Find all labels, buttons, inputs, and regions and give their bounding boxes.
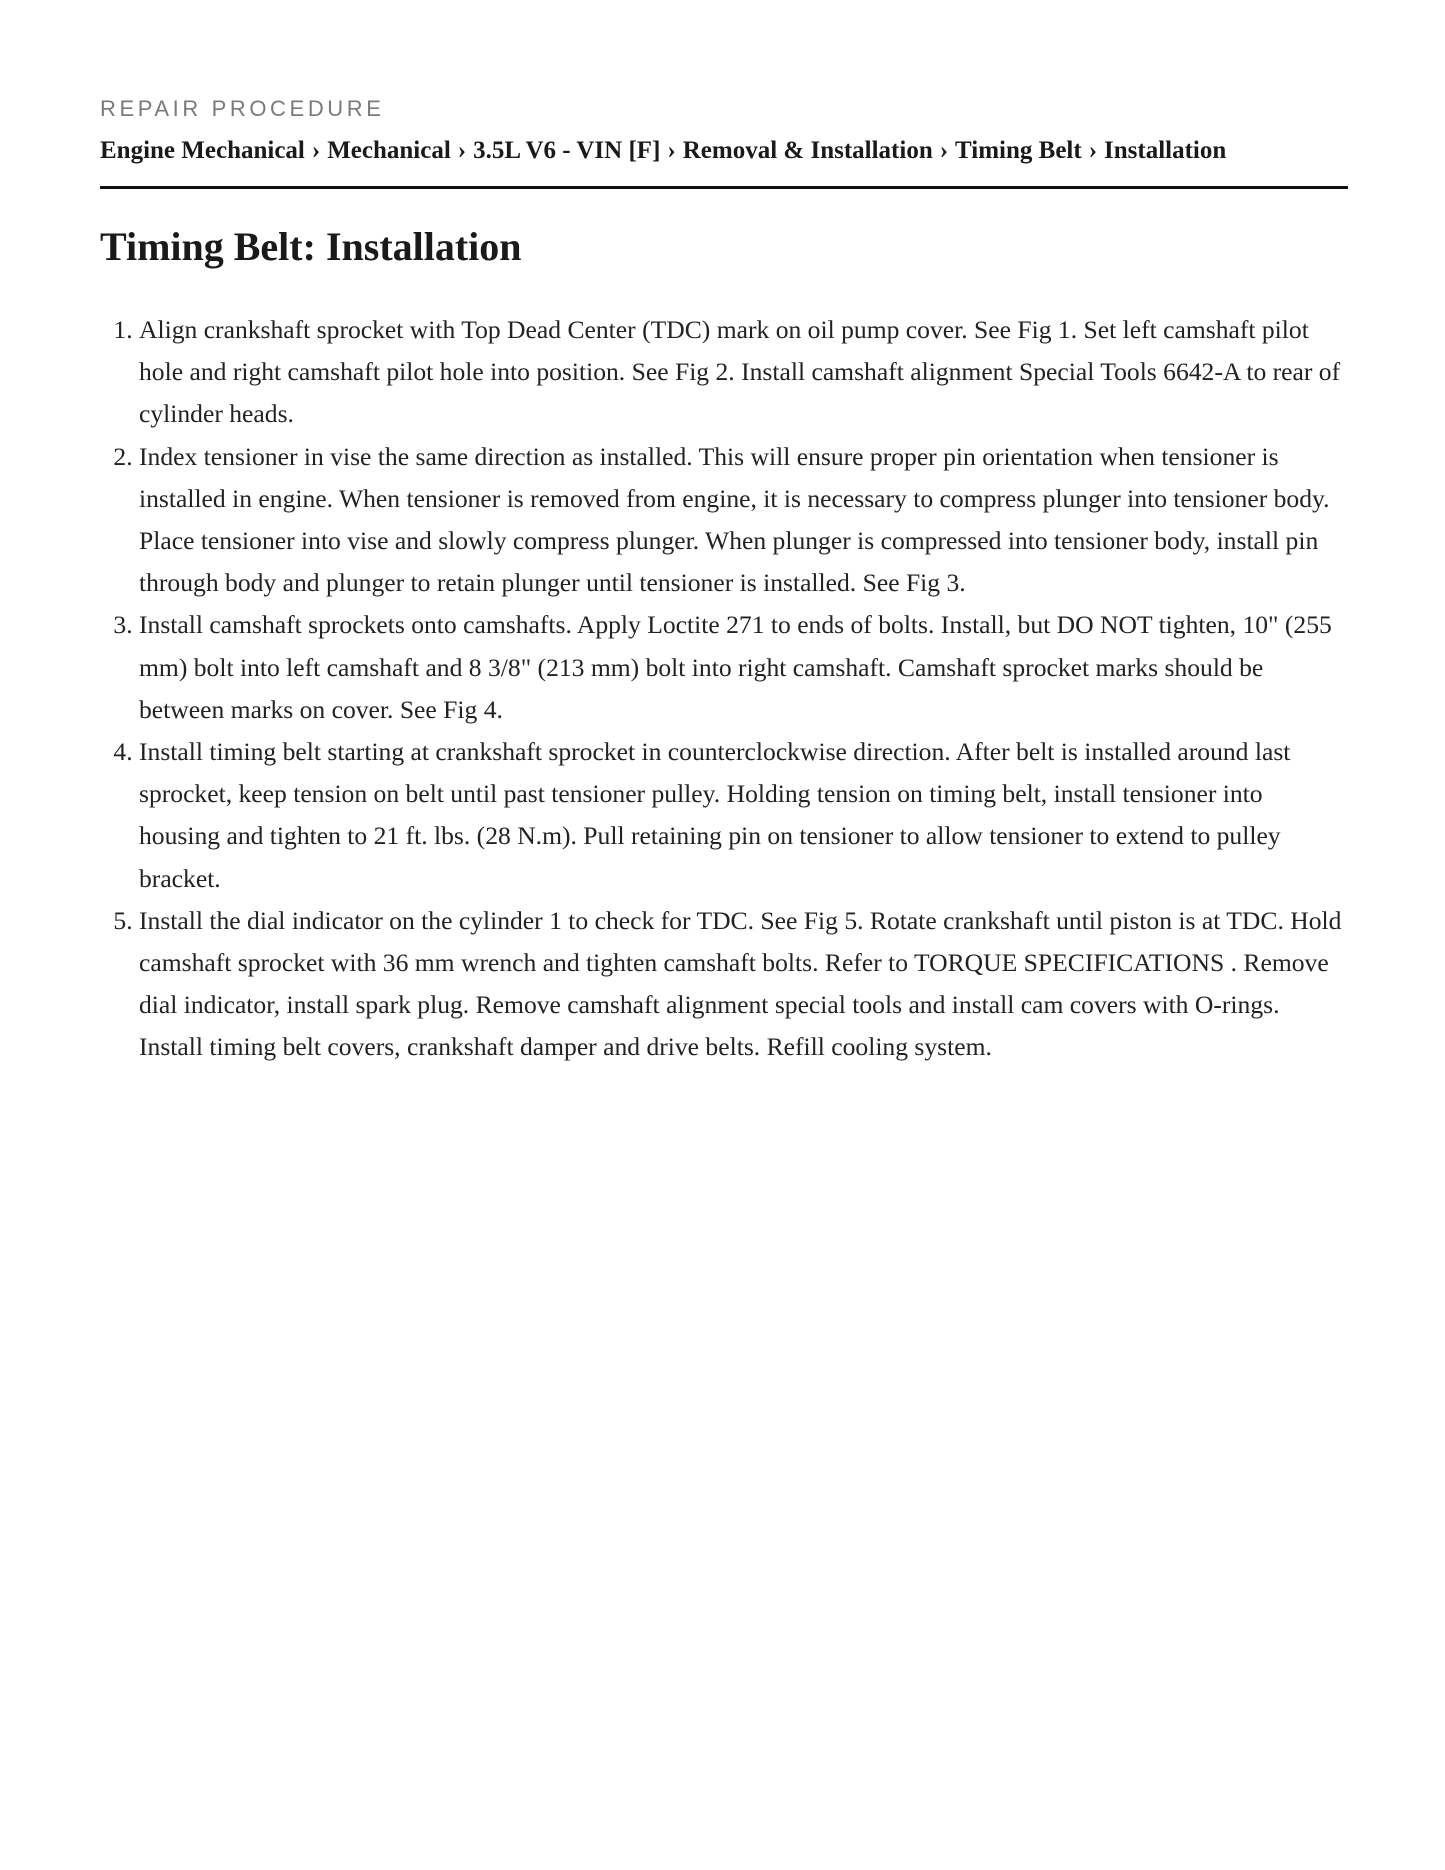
breadcrumb-item[interactable]: Timing Belt xyxy=(955,137,1082,164)
section-eyebrow: REPAIR PROCEDURE xyxy=(100,96,385,121)
breadcrumb-separator: › xyxy=(667,137,676,164)
procedure-step: 2. Index tensioner in vise the same direction as installed. This will ensure proper pin orientation when tensioner is installed in engine. When tensioner is removed from engine, it is necessary to compress plunger into tensioner body. Place tensioner into vise and slowly compress plunger. When plunger is compressed into tensioner body, install pin through body and plunger to retain plunger until tensioner is installed. See Fig 3. xyxy=(139,436,1348,605)
breadcrumb-separator: › xyxy=(457,137,467,164)
breadcrumb-item[interactable]: Engine Mechanical xyxy=(100,137,305,164)
procedure-step: 5. Install the dial indicator on the cylinder 1 to check for TDC. See Fig 5. Rotate crankshaft until piston is at TDC. Hold camshaft sprocket with 36 mm wrench and tighten camshaft bolts. Refer to TORQUE SPECIFICATIONS . Remove dial indicator, install spark plug. Remove camshaft alignment special tools and install cam covers with O-rings. Install timing belt covers, crankshaft damper and drive belts. Refill cooling system. xyxy=(139,900,1348,1069)
procedure-step: 4. Install timing belt starting at crankshaft sprocket in counterclockwise direction. After belt is installed around last sprocket, keep tension on belt until past tensioner pulley. Holding tension on timing belt, install tensioner into housing and tighten to 21 ft. lbs. (28 N.m). Pull retaining pin on tensioner to allow tensioner to extend to pulley bracket. xyxy=(139,731,1348,900)
page-title: Timing Belt: Installation xyxy=(100,224,522,269)
breadcrumb-item[interactable]: Removal & Installation xyxy=(682,137,933,164)
document-page xyxy=(100,0,1348,1069)
breadcrumb-item-current: Installation xyxy=(1104,137,1227,164)
breadcrumb-item[interactable]: 3.5L V6 - VIN [F] xyxy=(473,137,661,164)
breadcrumb-separator: › xyxy=(939,137,949,164)
header-divider xyxy=(100,186,1348,189)
breadcrumb-separator: › xyxy=(1088,137,1098,164)
breadcrumb-item[interactable]: Mechanical xyxy=(327,137,451,164)
breadcrumb-separator: › xyxy=(311,137,321,164)
breadcrumb xyxy=(100,134,1348,168)
procedure-step: 1. Align crankshaft sprocket with Top Dead Center (TDC) mark on oil pump cover. See Fig 1. Set left camshaft pilot hole and right camshaft pilot hole into position. See Fig 2. Install camshaft alignment Special Tools 6642-A to rear of cylinder heads. xyxy=(139,309,1348,436)
procedure-step: 3. Install camshaft sprockets onto camshafts. Apply Loctite 271 to ends of bolts. Install, but DO NOT tighten, 10" (255 mm) bolt into left camshaft and 8 3/8" (213 mm) bolt into right camshaft. Camshaft sprocket marks should be between marks on cover. See Fig 4. xyxy=(139,604,1348,731)
procedure-steps xyxy=(100,309,1348,1069)
